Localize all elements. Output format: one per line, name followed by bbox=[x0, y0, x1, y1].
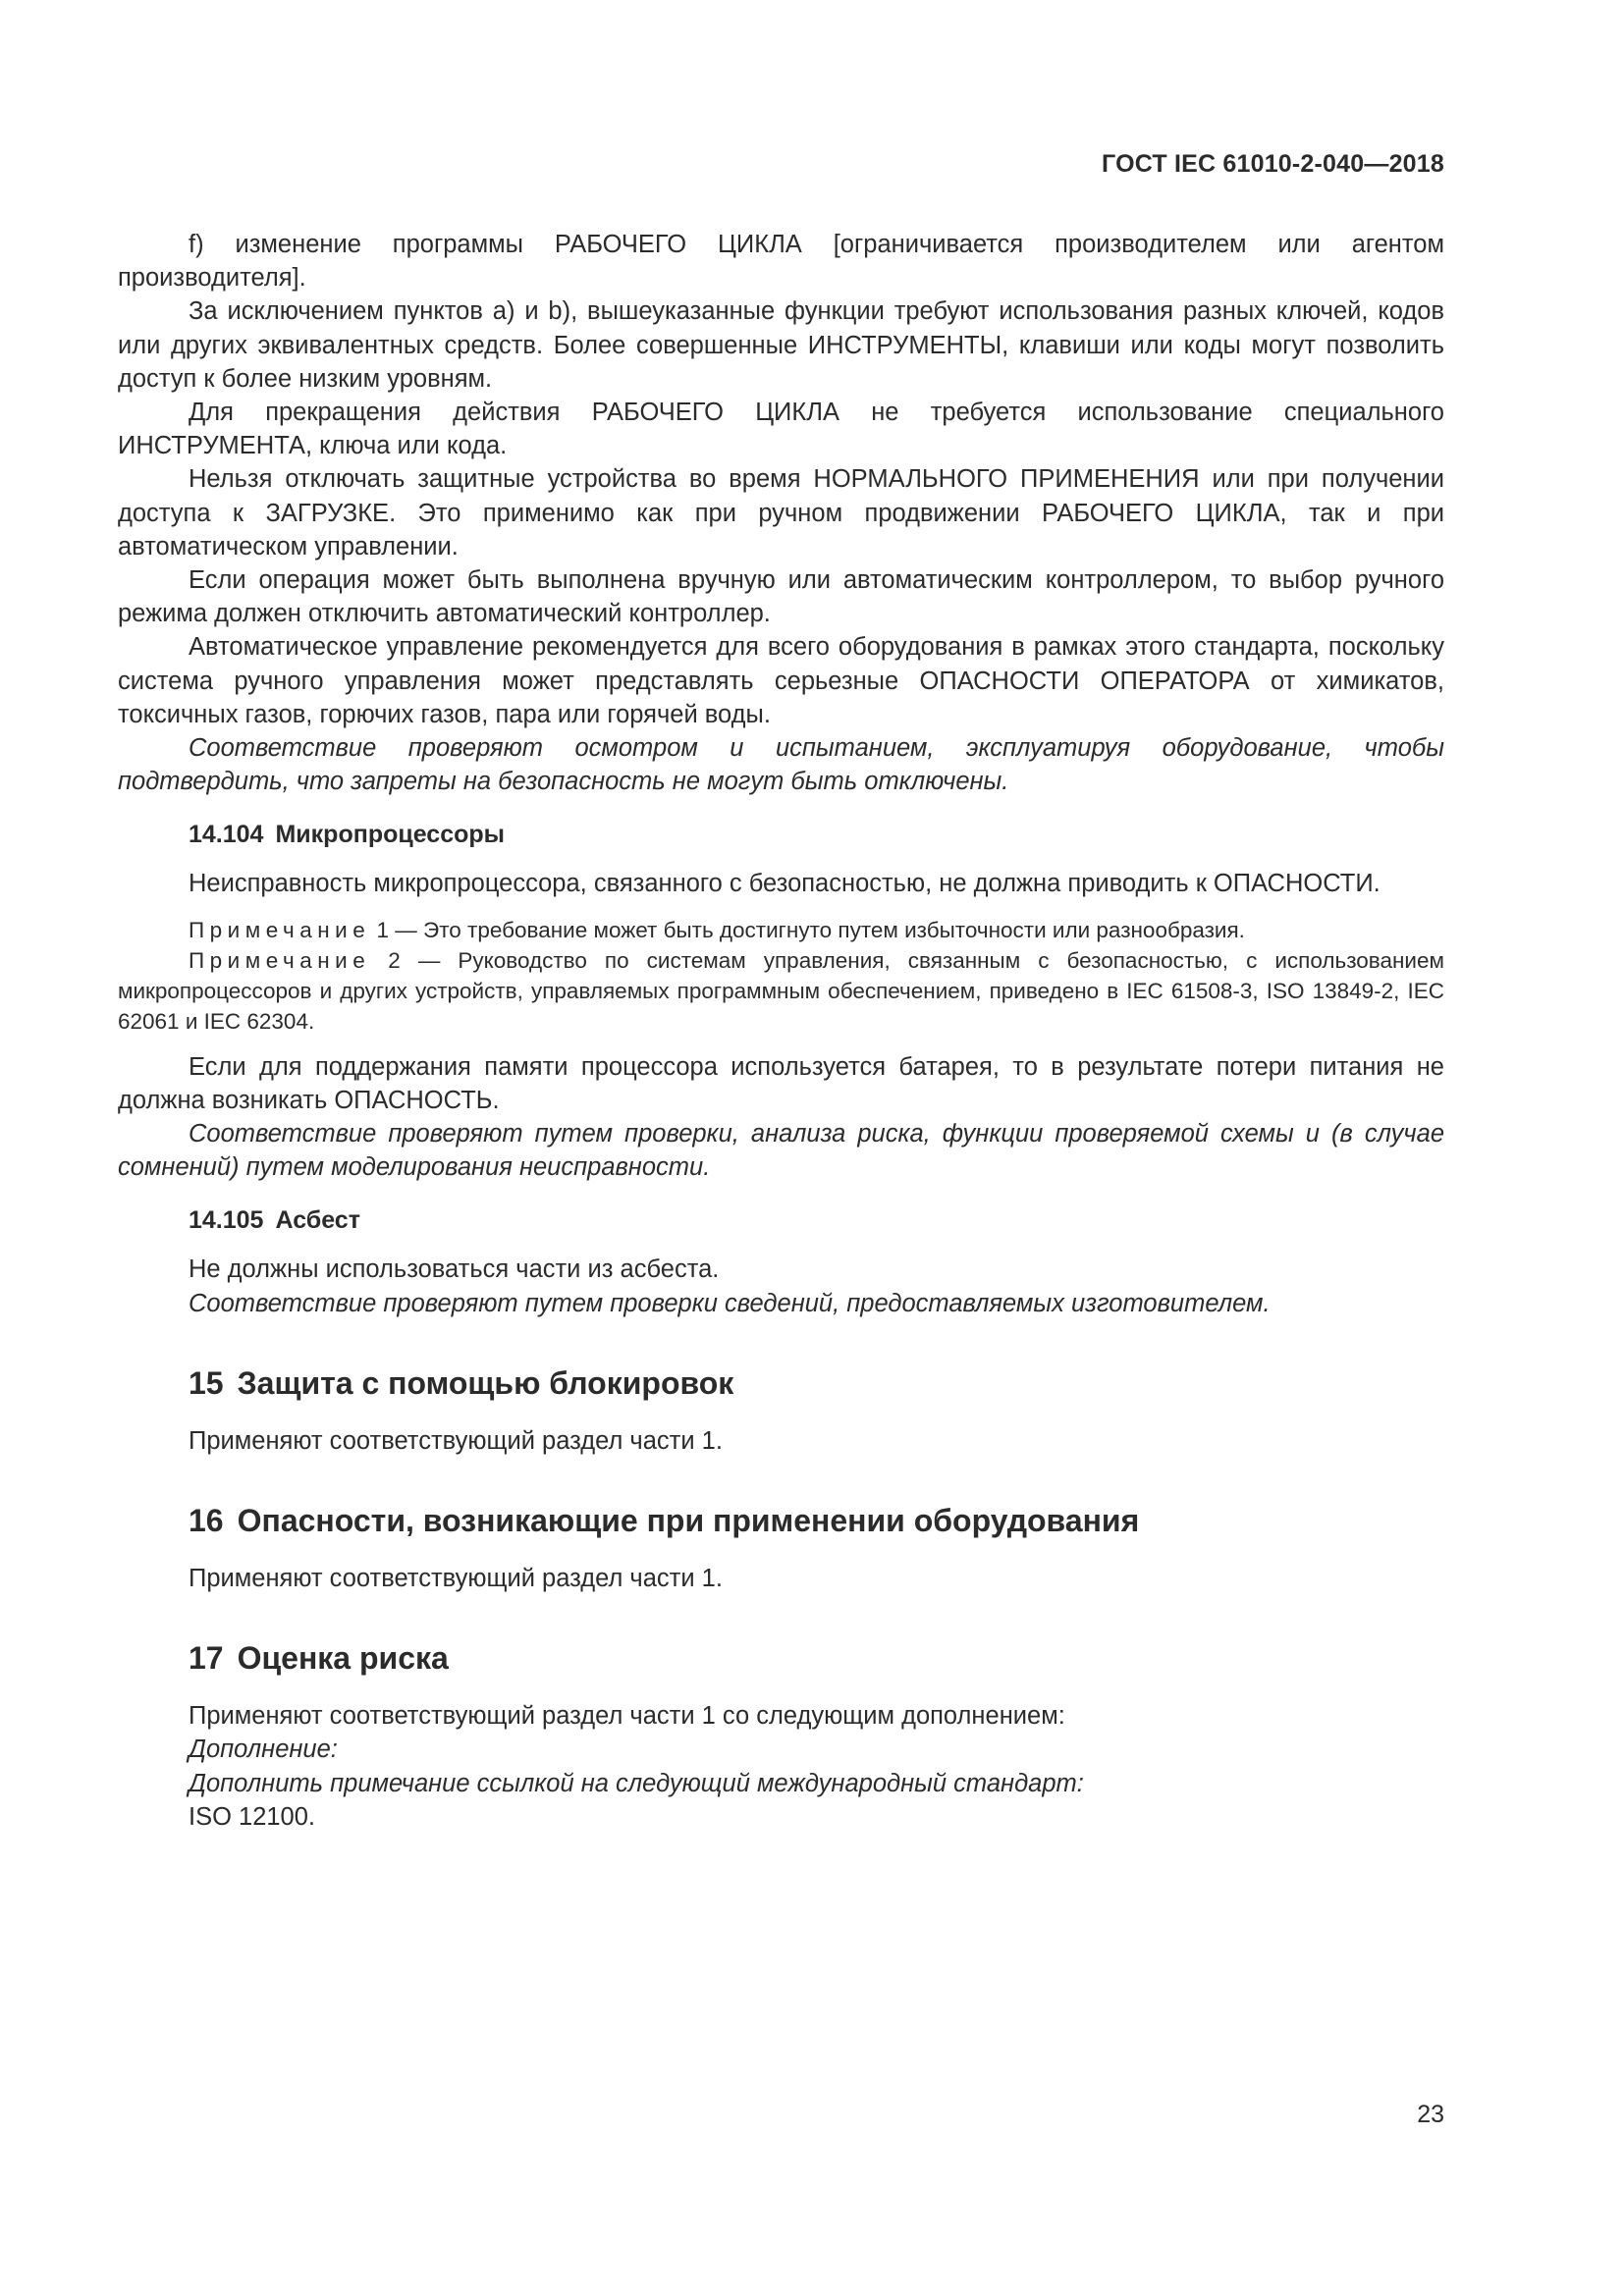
note-number: 2 bbox=[388, 947, 401, 973]
section-number: 16 bbox=[189, 1503, 224, 1539]
subsection-number: 14.105 bbox=[189, 1206, 264, 1235]
subsection-number: 14.104 bbox=[189, 821, 264, 849]
paragraph-protective-devices: Нельзя отключать защитные устройства во время НОРМАЛЬНОГО ПРИМЕНЕНИЯ или при получении доступа к ЗАГРУЗКЕ. Это применимо как при ручном продвижении РАБОЧЕГО ЦИКЛА, так и при автоматическом управлении. bbox=[118, 465, 1444, 561]
note-label: Примечание bbox=[189, 917, 371, 942]
paragraph-compliance-risk: Соответствие проверяют путем проверки, анализа риска, функции проверяемой схемы и (в случае сомнений) путем моделирования неисправности. bbox=[118, 1120, 1444, 1182]
paragraph-automatic-control: Автоматическое управление рекомендуется для всего оборудования в рамках этого стандарта, поскольку система ручного управления может представлять серьезные ОПАСНОСТИ ОПЕРАТОРА от химикатов, токсичных газов, горючих газов, пара или горячей воды. bbox=[118, 633, 1444, 728]
note-2 bbox=[118, 945, 1444, 1037]
paragraph-section-16: Применяют соответствующий раздел части 1. bbox=[189, 1565, 723, 1593]
section-heading-16 bbox=[189, 1501, 1444, 1540]
note-label: Примечание bbox=[189, 947, 371, 973]
note-text: — Руководство по системам управления, связанным с безопасностью, с использованием микропроцессоров и других устройств, управляемых программным обеспечением, приведено в IEC 61508-3, ISO 13849-2, IEC 62061 и IEC 62304. bbox=[118, 947, 1444, 1034]
section-title: Опасности, возникающие при применении оборудования bbox=[237, 1503, 1140, 1539]
section-number: 17 bbox=[189, 1640, 224, 1677]
page-number: 23 bbox=[1417, 2101, 1444, 2128]
note-number: 1 bbox=[376, 917, 390, 942]
paragraph-battery: Если для поддержания памяти процессора используется батарея, то в результате потери питания не должна возникать ОПАСНОСТЬ. bbox=[118, 1052, 1444, 1114]
paragraph-addition-text: Дополнить примечание ссылкой на следующий международный стандарт: bbox=[189, 1769, 1084, 1797]
document-header: ГОСТ IEC 61010-2-040—2018 bbox=[1102, 150, 1444, 178]
paragraph-asbestos: Не должны использоваться части из асбеста. bbox=[189, 1255, 720, 1284]
section-title: Оценка риска bbox=[237, 1640, 449, 1677]
paragraph-keys-codes: За исключением пунктов a) и b), вышеуказанные функции требуют использования разных ключей, кодов или других эквивалентных средств. Более совершенные ИНСТРУМЕНТЫ, клавиши или коды могут позволить доступ к более низким уровням. bbox=[118, 297, 1444, 393]
paragraph-section-17: Применяют соответствующий раздел части 1 со следующим дополнением: bbox=[189, 1702, 1065, 1731]
page-content bbox=[118, 228, 1444, 1834]
paragraph-stop-cycle: Для прекращения действия РАБОЧЕГО ЦИКЛА не требуется использование специального ИНСТРУМЕНТА, ключа или кода. bbox=[118, 399, 1444, 460]
subsection-heading-14-105 bbox=[189, 1203, 1444, 1237]
section-number: 15 bbox=[189, 1364, 224, 1401]
paragraph-section-15: Применяют соответствующий раздел части 1. bbox=[189, 1426, 723, 1455]
paragraph-microprocessor-fault: Неисправность микропроцессора, связанного с безопасностью, не должна приводить к ОПАСНОСТИ. bbox=[189, 870, 1380, 898]
paragraph-manual-mode: Если операция может быть выполнена вручную или автоматическим контроллером, то выбор ручного режима должен отключить автоматический контроллер. bbox=[118, 566, 1444, 628]
subsection-title: Асбест bbox=[275, 1206, 360, 1235]
subsection-title: Микропроцессоры bbox=[275, 821, 506, 849]
subsection-heading-14-104 bbox=[189, 818, 1444, 851]
paragraph-compliance-manufacturer: Соответствие проверяют путем проверки сведений, предоставляемых изготовителем. bbox=[189, 1289, 1271, 1317]
section-heading-17 bbox=[189, 1638, 1444, 1678]
paragraph-compliance-check: Соответствие проверяют осмотром и испытанием, эксплуатируя оборудование, чтобы подтвердить, что запреты на безопасность не могут быть отключены. bbox=[118, 734, 1444, 796]
note-text: — Это требование может быть достигнуто путем избыточности или разнообразия. bbox=[395, 917, 1245, 942]
section-heading-15 bbox=[189, 1363, 1444, 1403]
note-1 bbox=[118, 915, 1444, 945]
paragraph-program-change: f) изменение программы РАБОЧЕГО ЦИКЛА [ограничивается производителем или агентом производителя]. bbox=[118, 231, 1444, 293]
section-title: Защита с помощью блокировок bbox=[237, 1364, 734, 1401]
paragraph-iso-reference: ISO 12100. bbox=[189, 1802, 316, 1831]
paragraph-addition-label: Дополнение: bbox=[189, 1735, 338, 1764]
